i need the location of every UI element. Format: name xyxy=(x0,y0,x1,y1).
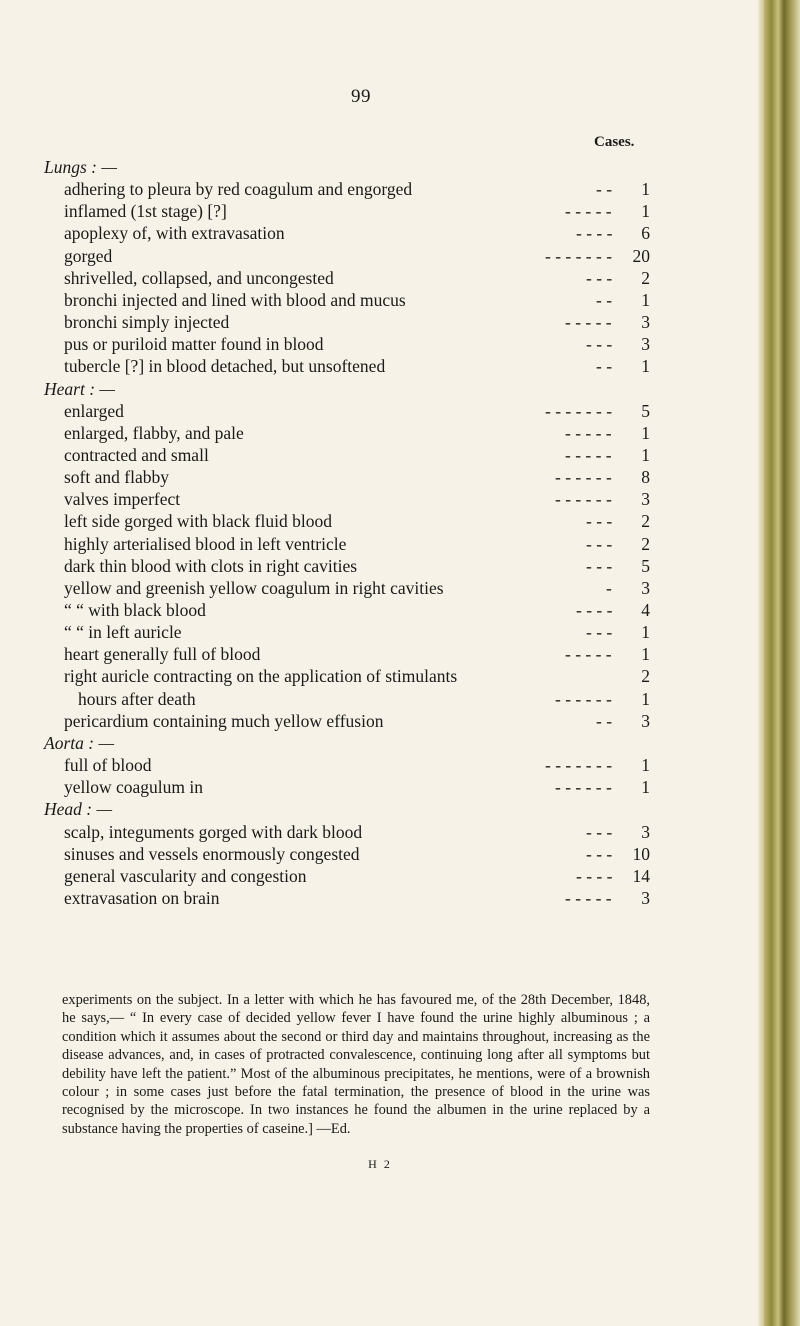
section-heading-label: Lungs : — xyxy=(44,157,117,177)
case-count: 8 xyxy=(641,467,650,488)
table-row xyxy=(64,555,650,577)
case-count: 14 xyxy=(632,865,650,886)
leader-dashes: - - xyxy=(596,356,613,377)
finding-label: yellow and greenish yellow coagulum in right cavities xyxy=(64,577,444,598)
leader-dashes: - - - xyxy=(586,334,613,355)
finding-label: dark thin blood with clots in right cavities xyxy=(64,555,358,576)
leader-dashes: - xyxy=(606,577,612,598)
finding-label: highly arterialised blood in left ventricle xyxy=(64,533,347,554)
table-row xyxy=(64,222,650,244)
leader-dashes: - - - - - xyxy=(565,201,612,222)
finding-label: left side gorged with black fluid blood xyxy=(64,511,332,532)
section-heading xyxy=(44,378,650,400)
leader-dashes: - - - xyxy=(586,843,613,864)
finding-label: contracted and small xyxy=(64,444,209,465)
finding-label: shrivelled, collapsed, and uncongested xyxy=(64,267,334,288)
finding-label: gorged xyxy=(64,245,113,266)
table-row xyxy=(64,510,650,532)
case-count: 1 xyxy=(641,644,650,665)
table-row xyxy=(64,400,650,422)
case-count: 3 xyxy=(641,334,650,355)
table-row xyxy=(64,466,650,488)
editorial-note xyxy=(62,991,650,1138)
finding-label: pus or puriloid matter found in blood xyxy=(64,334,324,355)
finding-label: scalp, integuments gorged with dark blood xyxy=(64,821,363,842)
finding-label: tubercle [?] in blood detached, but unsoftened xyxy=(64,356,386,377)
page-number: 99 xyxy=(351,86,371,107)
case-count: 3 xyxy=(641,489,650,510)
table-row xyxy=(64,887,650,909)
finding-label: soft and flabby xyxy=(64,467,169,488)
leader-dashes: - - xyxy=(596,710,613,731)
finding-label: hours after death xyxy=(78,688,196,709)
finding-label: apoplexy of, with extravasation xyxy=(64,223,285,244)
case-count: 3 xyxy=(641,710,650,731)
finding-label: bronchi injected and lined with blood and mucus xyxy=(64,289,406,310)
leader-dashes: - - - - - - xyxy=(555,489,612,510)
case-count: 5 xyxy=(641,555,650,576)
section-heading-label: Heart : — xyxy=(44,378,115,399)
table-row xyxy=(64,200,650,222)
leader-dashes: - - - - - xyxy=(565,422,612,443)
leader-dashes: - - - - - xyxy=(565,887,612,908)
leader-dashes: - - - xyxy=(586,511,613,532)
case-count: 4 xyxy=(641,600,650,620)
finding-label: general vascularity and congestion xyxy=(64,865,307,886)
finding-label: enlarged xyxy=(64,400,124,421)
leader-dashes: - - - xyxy=(586,622,613,643)
finding-label: heart generally full of blood xyxy=(64,644,261,665)
table-row xyxy=(64,488,650,510)
case-count: 2 xyxy=(641,666,650,687)
page-fore-edge xyxy=(758,0,764,1326)
finding-label: valves imperfect xyxy=(64,489,181,510)
section-heading-label: Head : — xyxy=(44,799,113,820)
case-count: 20 xyxy=(632,245,650,266)
leader-dashes: - - - - - - xyxy=(555,777,612,798)
case-count: 1 xyxy=(641,755,650,776)
section-heading xyxy=(44,156,650,178)
table-row xyxy=(64,444,650,466)
finding-label: bronchi simply injected xyxy=(64,312,230,333)
finding-label: yellow coagulum in xyxy=(64,777,204,798)
leader-dashes: - - - xyxy=(586,267,613,288)
table-row xyxy=(64,821,650,843)
section-heading xyxy=(44,798,650,820)
leader-dashes: - - - - xyxy=(576,600,613,620)
leader-dashes: - - - - - - - xyxy=(545,245,613,266)
finding-label: extravasation on brain xyxy=(64,887,220,908)
section-heading xyxy=(44,732,650,754)
leader-dashes: - - - - - - - xyxy=(545,400,613,421)
table-row xyxy=(64,355,650,377)
table-row xyxy=(64,311,650,333)
case-count: 3 xyxy=(641,577,650,598)
table-row xyxy=(64,577,650,599)
leader-dashes: - - - - - xyxy=(565,644,612,665)
finding-label: “ “ with black blood xyxy=(64,600,206,620)
table-row xyxy=(64,710,650,732)
table-row xyxy=(64,422,650,444)
finding-label: full of blood xyxy=(64,755,152,776)
case-count: 6 xyxy=(641,223,650,244)
table-row xyxy=(64,865,650,887)
finding-label: “ “ in left auricle xyxy=(64,622,182,643)
leader-dashes: - - - - - xyxy=(565,312,612,333)
leader-dashes: - - - - xyxy=(576,865,613,886)
table-row xyxy=(64,599,650,621)
case-count: 2 xyxy=(641,267,650,288)
finding-label: sinuses and vessels enormously congested xyxy=(64,843,360,864)
table-row xyxy=(64,754,650,776)
finding-label: right auricle contracting on the application of stimulants xyxy=(64,666,458,687)
leader-dashes: - - - - - - - xyxy=(545,755,613,776)
leader-dashes: - - - - - - xyxy=(555,467,612,488)
book-binding-edge xyxy=(758,0,800,1326)
case-count: 1 xyxy=(641,622,650,643)
leader-dashes: - - xyxy=(596,289,613,310)
case-count: 1 xyxy=(641,201,650,222)
note-paragraph: experiments on the subject. In a letter with which he has favoured me, of the 28th December, 1848, he says,— “ In every case of decided yellow fever I have found the urine highly albuminous ; a condition which it assumes about the second or third day and maintains throughout, increasing as the disease advances, and, in cases of protracted convalescence, continuing long after all symptoms but debility have left the patient.” Most of the albuminous precipitates, he mentions, were of a brownish colour ; in some cases just before the fatal termination, the presence of blood in the urine was recognised by the microscope. In two instances he found the albumen in the urine replaced by a substance having the properties of caseine.] —Ed. xyxy=(62,992,650,1137)
table-row xyxy=(64,245,650,267)
finding-label: adhering to pleura by red coagulum and engorged xyxy=(64,179,413,200)
table-row xyxy=(64,289,650,311)
leader-dashes: - - - xyxy=(586,821,613,842)
table-row xyxy=(64,665,650,687)
case-count: 2 xyxy=(641,511,650,532)
table-row xyxy=(64,178,650,200)
finding-label: enlarged, flabby, and pale xyxy=(64,422,244,443)
finding-label: pericardium containing much yellow effusion xyxy=(64,710,384,731)
table-row xyxy=(64,621,650,643)
case-count: 10 xyxy=(632,843,650,864)
leader-dashes: - - - xyxy=(586,533,613,554)
leader-dashes: - - - - - - xyxy=(555,688,612,709)
leader-dashes: - - - - xyxy=(576,223,613,244)
case-count: 1 xyxy=(641,289,650,310)
table-row xyxy=(64,776,650,798)
cases-column-header: Cases. xyxy=(594,134,635,150)
case-count: 1 xyxy=(641,777,650,798)
table-row xyxy=(64,267,650,289)
case-count: 5 xyxy=(641,400,650,421)
finding-label: inflamed (1st stage) [?] xyxy=(64,201,227,222)
table-row xyxy=(64,333,650,355)
leader-dashes: - - - xyxy=(586,555,613,576)
section-heading-label: Aorta : — xyxy=(44,732,114,753)
table-row xyxy=(64,688,650,710)
case-count: 1 xyxy=(641,422,650,443)
table-row xyxy=(64,843,650,865)
table-row xyxy=(64,643,650,665)
case-count: 3 xyxy=(641,821,650,842)
signature-mark: H 2 xyxy=(368,1157,392,1171)
case-count: 1 xyxy=(641,444,650,465)
leader-dashes: - - - - - xyxy=(565,444,612,465)
leader-dashes: - - xyxy=(596,179,613,200)
case-count: 3 xyxy=(641,312,650,333)
table-row xyxy=(64,533,650,555)
case-count: 1 xyxy=(641,179,650,200)
case-count: 2 xyxy=(641,533,650,554)
case-count: 3 xyxy=(641,887,650,908)
case-count: 1 xyxy=(641,688,650,709)
case-count: 1 xyxy=(641,356,650,377)
